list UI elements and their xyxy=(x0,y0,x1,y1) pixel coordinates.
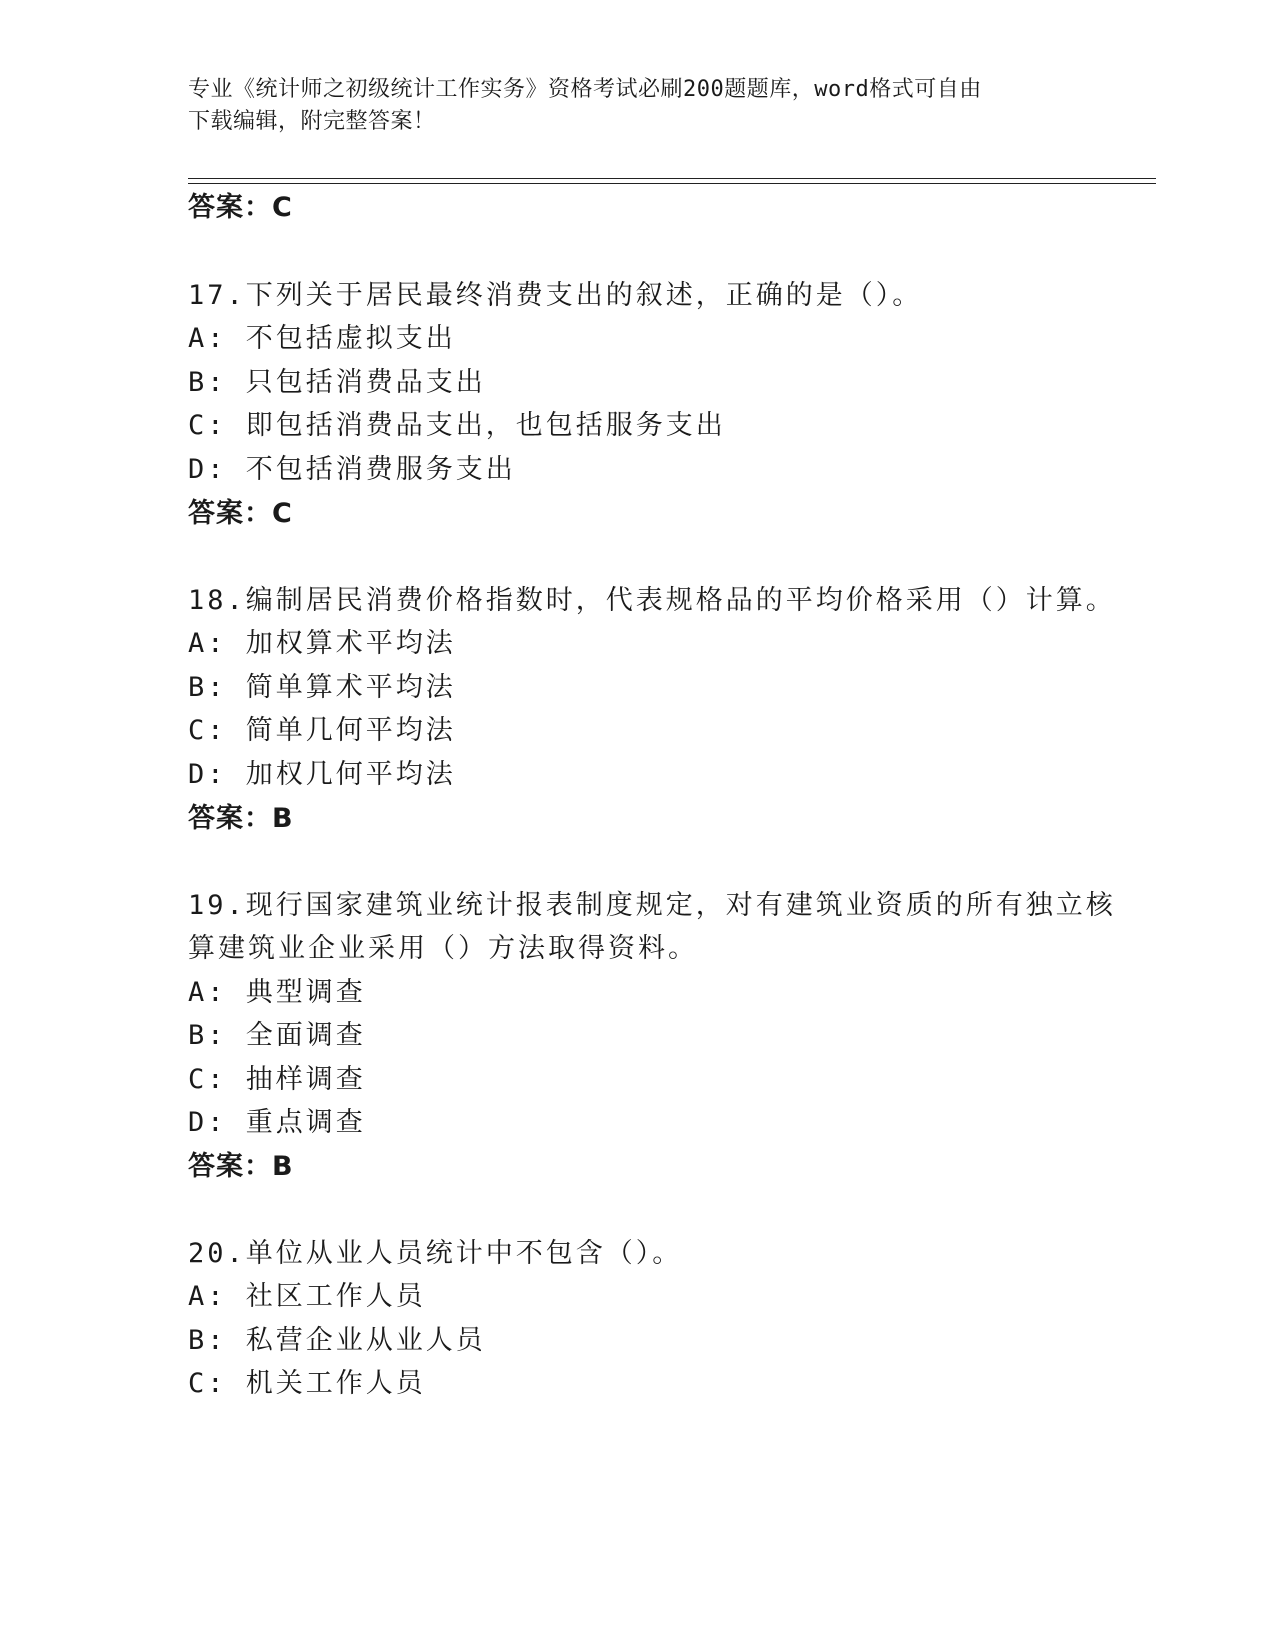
question-19-answer: 答案：B xyxy=(188,1151,294,1182)
question-19-option-a: A: 典型调查 xyxy=(188,977,366,1008)
question-18-answer: 答案：B xyxy=(188,803,294,834)
question-20-option-b: B: 私营企业从业人员 xyxy=(188,1325,486,1356)
header-divider-top xyxy=(188,178,1156,179)
question-18-stem: 18.编制居民消费价格指数时，代表规格品的平均价格采用（）计算。 xyxy=(188,585,1116,616)
question-17-stem: 17.下列关于居民最终消费支出的叙述，正确的是（）。 xyxy=(188,280,923,311)
question-18-option-c: C: 简单几何平均法 xyxy=(188,715,456,746)
question-19-option-c: C: 抽样调查 xyxy=(188,1064,366,1095)
question-17-option-a: A: 不包括虚拟支出 xyxy=(188,323,456,354)
question-19-option-b: B: 全面调查 xyxy=(188,1020,366,1051)
question-17-answer: 答案：C xyxy=(188,498,293,529)
question-20-option-a: A: 社区工作人员 xyxy=(188,1281,426,1312)
question-20-stem: 20.单位从业人员统计中不包含（）。 xyxy=(188,1238,683,1269)
question-18-option-a: A: 加权算术平均法 xyxy=(188,628,456,659)
question-19-stem-line-2: 算建筑业企业采用（）方法取得资料。 xyxy=(188,933,698,964)
question-17-option-c: C: 即包括消费品支出，也包括服务支出 xyxy=(188,410,726,441)
question-17-option-d: D: 不包括消费服务支出 xyxy=(188,454,516,485)
header-divider-bottom xyxy=(188,183,1156,184)
header-line-2: 下载编辑，附完整答案！ xyxy=(188,109,436,134)
question-18-option-d: D: 加权几何平均法 xyxy=(188,759,456,790)
document-header xyxy=(188,74,1068,138)
question-18-option-b: B: 简单算术平均法 xyxy=(188,672,456,703)
question-20-option-c: C: 机关工作人员 xyxy=(188,1368,426,1399)
header-line-1: 专业《统计师之初级统计工作实务》资格考试必刷200题题库，word格式可自由 xyxy=(188,77,982,102)
question-19-option-d: D: 重点调查 xyxy=(188,1107,366,1138)
question-19-stem-line-1: 19.现行国家建筑业统计报表制度规定，对有建筑业资质的所有独立核 xyxy=(188,890,1116,921)
previous-answer: 答案：C xyxy=(188,192,293,223)
question-17-option-b: B: 只包括消费品支出 xyxy=(188,367,486,398)
